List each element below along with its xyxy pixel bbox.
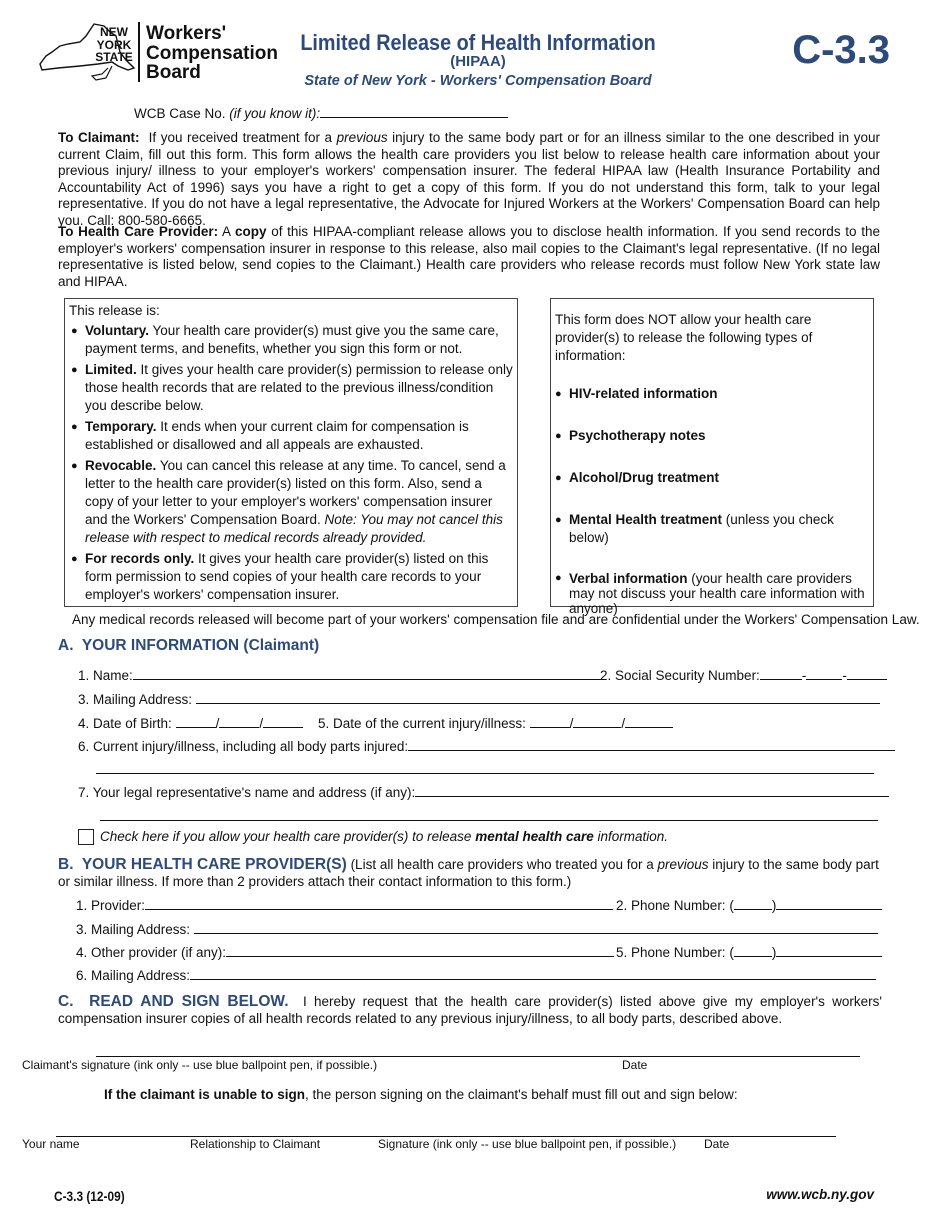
website-link[interactable]: www.wcb.ny.gov <box>766 1187 874 1202</box>
release-terms-list <box>69 322 513 604</box>
to-claimant-heading: To Claimant: <box>58 130 140 145</box>
provider-2-field[interactable]: 4. Other provider (if any): <box>76 943 614 960</box>
claimant-mailing-address-field[interactable]: 3. Mailing Address: <box>78 690 880 707</box>
legal-representative-line-2[interactable] <box>100 820 878 821</box>
provider-1-field[interactable]: 1. Provider: <box>76 896 613 913</box>
legal-representative-field[interactable]: 7. Your legal representative's name and address (if any): <box>78 783 889 800</box>
section-b-intro: B. YOUR HEALTH CARE PROVIDER(S) (List all health care providers who treated you for a previous injury to the same body part or similar illness. If more than 2 providers attach their contact information to this form.) <box>58 856 879 889</box>
section-c-title: READ AND SIGN BELOW. <box>89 993 289 1010</box>
release-term-voluntary: ● Voluntary. Your health care provider(s) must give you the same care, payment terms, and benefits, whether you sign this form or not. <box>71 322 513 358</box>
mental-health-consent: Check here if you allow your health care provider(s) to release mental health care information. <box>78 829 668 845</box>
ssn-field[interactable]: 2. Social Security Number: - - <box>600 666 887 683</box>
board-line-3: Board <box>146 62 201 83</box>
release-term-revocable: ● Revocable. You can cancel this release at any time. To cancel, send a letter to the health care provider(s) listed on this form. Also, send a copy of your letter to your employer's workers' compensation insurer and the Workers' Compensation Board. Note: You may not cancel this release with respect to medical records already provided. <box>71 457 513 547</box>
representative-signature-label: Signature (ink only -- use blue ballpoint pen, if possible.) <box>378 1137 677 1151</box>
relationship-label: Relationship to Claimant <box>190 1137 321 1151</box>
release-term-records-only: ● For records only. It gives your health care provider(s) listed on this form permission to send copies of your health care records to your employer's workers' compensation insurer. <box>71 550 513 604</box>
section-c: C. READ AND SIGN BELOW. I hereby request that the health care provider(s) listed above give my employer's workers' compensation insurer copies of all health records related to any previous injury/illness, to all body parts, described above. <box>58 993 882 1026</box>
current-injury-field[interactable]: 6. Current injury/illness, including all body parts injured: <box>78 737 895 754</box>
provider-1-address-field[interactable]: 3. Mailing Address: <box>76 920 878 937</box>
form-subtitle: (HIPAA) <box>450 53 506 70</box>
form-code: C-3.3 (12-09) <box>54 1189 125 1204</box>
provider-2-address-field[interactable]: 6. Mailing Address: <box>76 966 876 983</box>
wcb-case-no-hint: (if you know it): <box>229 106 321 121</box>
release-terms-box <box>64 298 518 607</box>
claimant-signature-label: Claimant's signature (ink only -- use blue ballpoint pen, if possible.) <box>22 1058 378 1072</box>
claimant-date-label: Date <box>622 1058 648 1072</box>
current-injury-line-2[interactable] <box>96 773 874 774</box>
to-claimant-paragraph: To Claimant: If you received treatment for a previous injury to the same body part or for an illness similar to the one described in your current Claim, fill out this form. This form allows the health care providers you list below to release health care information about your previous injury/ illness to your employer's workers' compensation insurer. The federal HIPAA law (Health Insurance Portability and Accountability Act of 1996) says you have a right to get a copy of this form. If you do not understand this form, talk to your legal representative. If you do not have a legal representative, the Advocate for Injured Workers at the Workers' Compensation Board can help you. Call: 800-580-6665. <box>58 130 880 228</box>
to-provider-heading: To Health Care Provider: <box>58 224 219 239</box>
date-of-injury-field[interactable]: 5. Date of the current injury/illness: / / <box>318 714 673 731</box>
not-allowed-mental-health: ● Mental Health treatment (unless you check below) <box>555 511 869 547</box>
release-term-temporary: ● Temporary. It ends when your current claim for compensation is established or disallowed and all appeals are exhausted. <box>71 418 513 454</box>
to-provider-paragraph: To Health Care Provider: A copy of this HIPAA-compliant release allows you to disclose health information. If you send records to the employer's workers' compensation insurer in response to this release, also mail copies to the Claimant's legal representative. (If no legal representative is listed below, send copies to the Claimant.) Health care providers who release records must follow New York state law and HIPAA. <box>58 224 880 289</box>
provider-1-phone-field[interactable]: 2. Phone Number: ( ) <box>616 896 882 913</box>
not-allowed-intro: This form does NOT allow your health care provider(s) to release the following types of information: <box>555 312 813 363</box>
release-term-limited: ● Limited. It gives your health care provider(s) permission to release only those health records that are related to the previous illness/condition you describe below. <box>71 361 513 415</box>
mental-health-checkbox[interactable] <box>78 829 94 845</box>
nys-logo <box>36 22 276 84</box>
not-allowed-box <box>550 298 874 616</box>
section-b-letter: B. <box>58 856 74 873</box>
state-word-state: STATE <box>95 50 133 64</box>
agency-name: State of New York - Workers' Compensation Board <box>304 73 652 89</box>
date-of-birth-field[interactable]: 4. Date of Birth: / / <box>78 714 303 731</box>
confidential-note: Any medical records released will become part of your workers' compensation file and are confidential under the Workers' Compensation Law. <box>72 612 920 627</box>
claimant-signature-line[interactable] <box>96 1056 860 1057</box>
board-line-1: Workers' <box>146 23 227 44</box>
representative-date-label: Date <box>704 1137 730 1151</box>
release-box-intro: This release is: <box>69 303 160 318</box>
not-allowed-list <box>555 385 869 616</box>
form-number: C-3.3 <box>792 28 890 72</box>
wcb-case-no-field[interactable] <box>134 104 508 121</box>
unable-to-sign-note: If the claimant is unable to sign, the person signing on the claimant's behalf must fill out and sign below: <box>104 1087 738 1102</box>
claimant-name-field[interactable]: 1. Name: <box>78 666 601 683</box>
state-word-york: YORK <box>96 37 132 52</box>
not-allowed-psychotherapy: ● Psychotherapy notes <box>555 427 869 445</box>
your-name-label: Your name <box>22 1137 80 1151</box>
section-c-letter: C. <box>58 993 74 1010</box>
not-allowed-verbal: ● Verbal information (your health care providers may not discuss your health care information with anyone) <box>555 571 869 616</box>
provider-2-phone-field[interactable]: 5. Phone Number: ( ) <box>616 943 882 960</box>
board-line-2: Compensation <box>146 42 278 64</box>
section-b-title: YOUR HEALTH CARE PROVIDER(S) <box>81 856 347 873</box>
not-allowed-alcohol-drug: ● Alcohol/Drug treatment <box>555 469 869 487</box>
form-title: Limited Release of Health Information <box>300 30 656 55</box>
wcb-case-no-label: WCB Case No. <box>134 106 226 121</box>
state-word-new: NEW <box>100 25 128 39</box>
section-a-heading: A. YOUR INFORMATION (Claimant) <box>58 637 320 654</box>
not-allowed-hiv: ● HIV-related information <box>555 385 869 403</box>
